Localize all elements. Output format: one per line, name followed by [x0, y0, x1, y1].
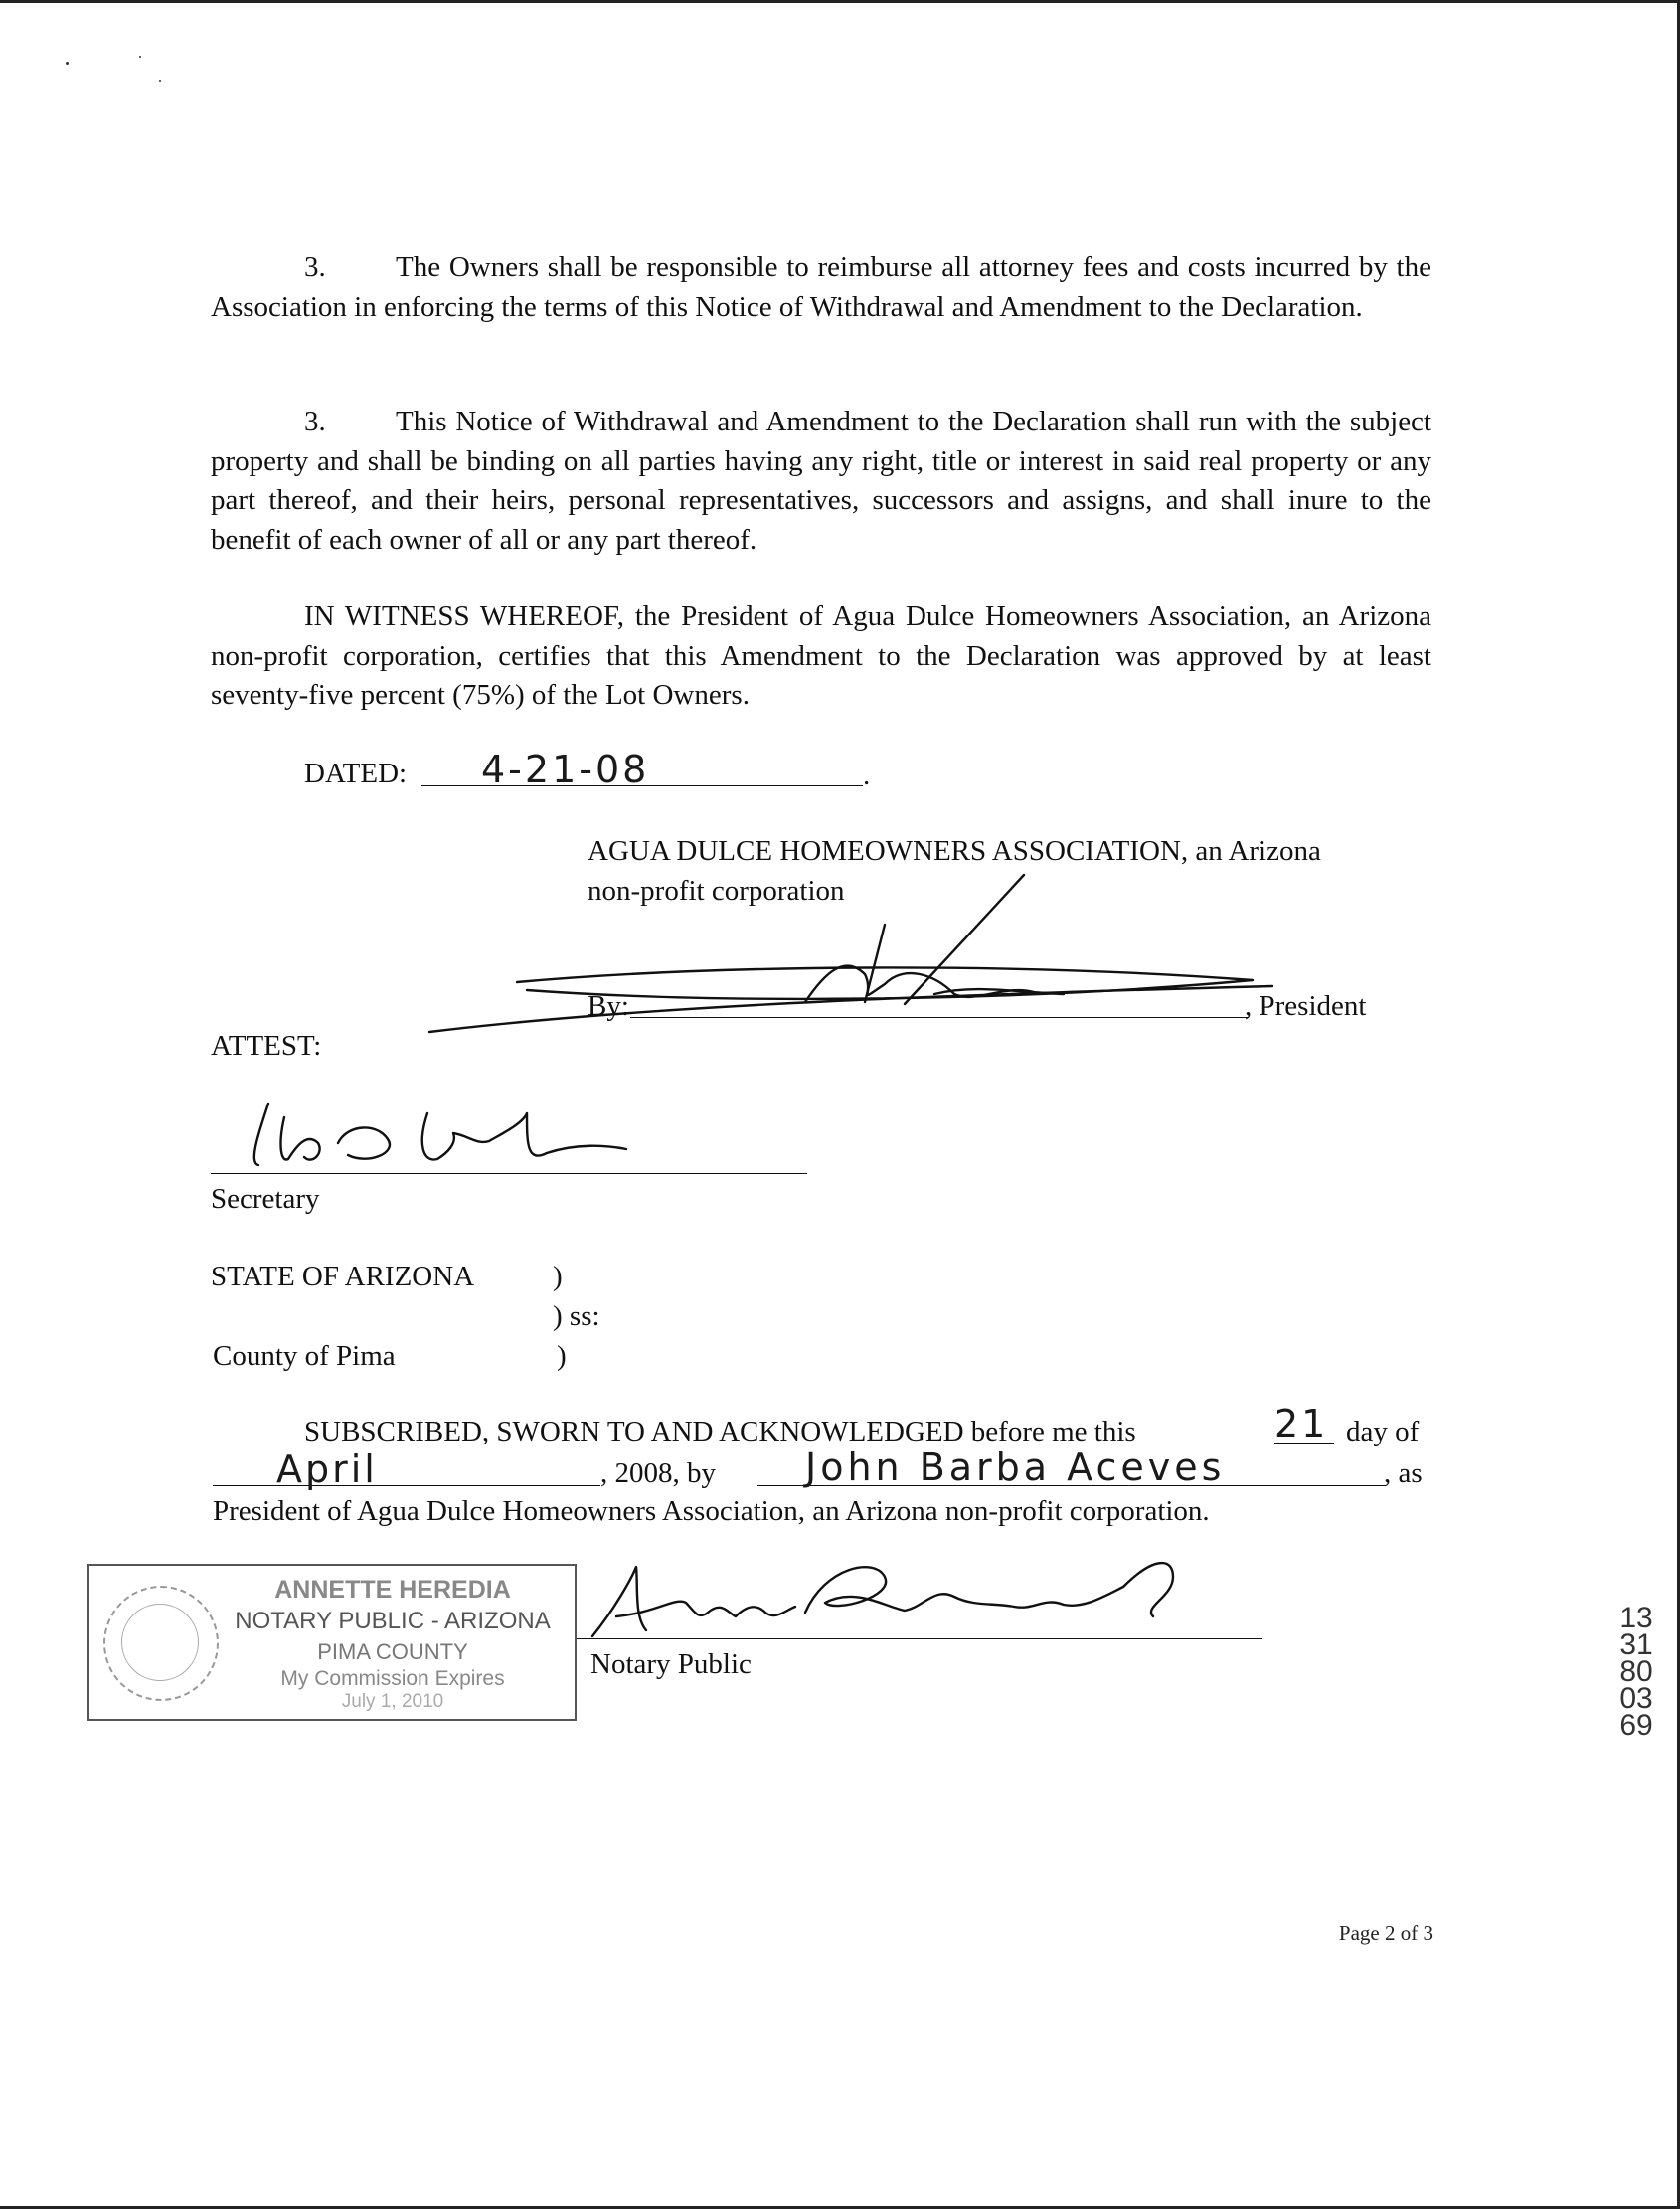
dated-handwritten-value: 4-21-08 — [481, 748, 650, 791]
venue-state: STATE OF ARIZONA — [211, 1261, 475, 1292]
notary-signature-line — [577, 1638, 1262, 1639]
acknowledgment-line1: SUBSCRIBED, SWORN TO AND ACKNOWLEDGED before me this — [304, 1416, 1136, 1447]
day-of-label: day of — [1346, 1416, 1420, 1447]
day-handwritten: 21 — [1274, 1402, 1329, 1445]
dated-label: DATED: — [304, 758, 408, 789]
stamp-expiration-date: July 1, 2010 — [341, 1691, 444, 1712]
notary-stamp — [87, 1564, 577, 1721]
dated-period: . — [863, 760, 871, 791]
notary-public-label: Notary Public — [590, 1648, 752, 1680]
year-by-text: , 2008, by — [600, 1457, 716, 1489]
secretary-signature — [229, 1084, 646, 1183]
witness-paragraph — [211, 597, 1431, 716]
bates-number: 1331800369 — [1619, 1602, 1653, 1742]
name-handwritten: John Barba Aceves — [805, 1445, 1226, 1489]
stamp-county: PIMA COUNTY — [317, 1639, 468, 1664]
venue-paren-top: ) — [553, 1261, 563, 1292]
paragraph-3-attorney-fees — [211, 249, 1431, 327]
notary-seal-icon — [103, 1586, 219, 1701]
acknowledgment-line3: President of Agua Dulce Homeowners Association, an Arizona non-profit corporation. — [213, 1495, 1210, 1527]
venue-county: County of Pima — [213, 1340, 396, 1372]
venue-ss: ) ss: — [553, 1300, 600, 1332]
stamp-commission-expires: My Commission Expires — [280, 1667, 505, 1690]
scan-speck — [139, 56, 141, 58]
paragraph-number: 3. — [304, 406, 326, 437]
by-label: By: — [588, 990, 629, 1022]
page-number: Page 2 of 3 — [1338, 1921, 1433, 1945]
secretary-label: Secretary — [211, 1183, 320, 1215]
scan-edge-top — [0, 0, 1680, 3]
month-handwritten: April — [276, 1447, 378, 1491]
paragraph-text: This Notice of Withdrawal and Amendment to the Declaration shall run with the subject property and shall be binding on all parties having any right, title or interest in said real property or any part thereof, and their heirs, personal representatives, successors and assigns, and shall inure to the benefit of each owner of all or any part thereof. — [211, 406, 1431, 556]
paragraph-number: 3. — [304, 252, 326, 283]
stamp-notary-name: ANNETTE HEREDIA — [274, 1576, 511, 1604]
attest-label: ATTEST: — [211, 1030, 322, 1062]
association-name-line1: AGUA DULCE HOMEOWNERS ASSOCIATION, an Arizona — [588, 835, 1321, 867]
paragraph-text: The Owners shall be responsible to reimburse all attorney fees and costs incurred by the Association in enforcing the terms of this Notice of Withdrawal and Amendment to the Declaration. — [211, 252, 1431, 323]
paragraph-text: IN WITNESS WHEREOF, the President of Agua Dulce Homeowners Association, an Arizona non-profit corporation, certifies that this Amendment to the Declaration was approved by at least seventy-five percent (75%) of the Lot Owners. — [211, 600, 1431, 711]
stamp-notary-title: NOTARY PUBLIC - ARIZONA — [235, 1608, 551, 1634]
secretary-signature-line — [211, 1173, 807, 1174]
paragraph-3-run-with-property — [211, 403, 1431, 560]
association-name-line2: non-profit corporation — [588, 875, 845, 907]
scan-speck — [159, 80, 161, 82]
scan-speck — [66, 62, 69, 65]
venue-paren-bottom: ) — [557, 1340, 567, 1372]
as-text: , as — [1384, 1457, 1423, 1489]
month-line — [213, 1485, 600, 1486]
president-label: , President — [1245, 990, 1367, 1022]
president-signature — [418, 855, 1292, 1044]
notary-signature — [577, 1547, 1233, 1646]
